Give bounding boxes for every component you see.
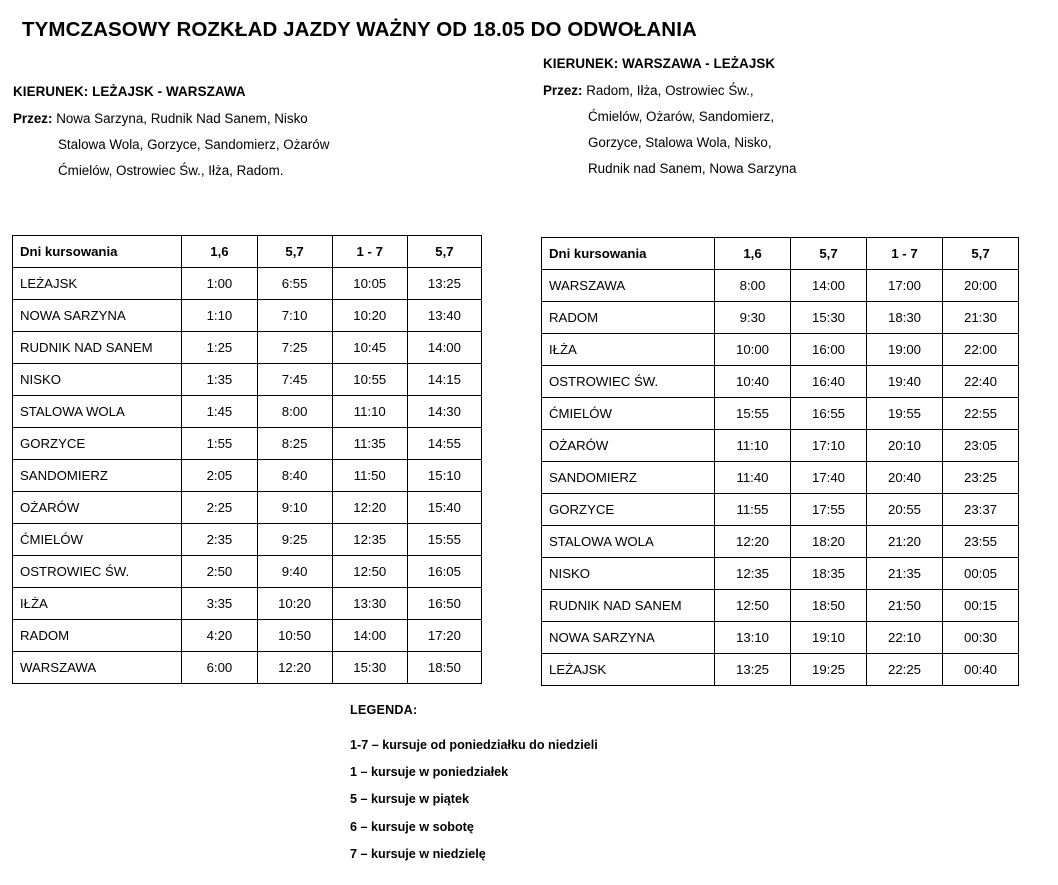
departure-time-cell: 14:30 [407,396,481,428]
departure-time-cell: 12:20 [715,526,791,558]
direction-heading-outbound: KIERUNEK: LEŻAJSK - WARSZAWA [13,84,246,99]
via-line-outbound-2: Stalowa Wola, Gorzyce, Sandomierz, Ożarów [58,137,330,153]
table-header-row [542,238,1019,270]
column-header-service-days: 1 - 7 [332,236,407,268]
departure-time-cell: 18:30 [867,302,943,334]
departure-time-cell: 1:25 [182,332,257,364]
legend-item: 7 – kursuje w niedzielę [350,846,486,861]
table-row [542,366,1019,398]
table-row [542,622,1019,654]
departure-time-cell: 23:37 [943,494,1019,526]
departure-time-cell: 22:10 [867,622,943,654]
stop-name-cell: OŻARÓW [542,430,715,462]
departure-time-cell: 20:55 [867,494,943,526]
stop-name-cell: STALOWA WOLA [13,396,182,428]
departure-time-cell: 8:00 [257,396,332,428]
via-line-inbound-4: Rudnik nad Sanem, Nowa Sarzyna [588,161,797,177]
via-line-outbound-1: Nowa Sarzyna, Rudnik Nad Sanem, Nisko [56,111,308,126]
departure-time-cell: 22:25 [867,654,943,686]
stop-name-cell: IŁŻA [13,588,182,620]
via-label-outbound: Przez: [13,111,53,126]
departure-time-cell: 15:40 [407,492,481,524]
departure-time-cell: 21:35 [867,558,943,590]
stop-name-cell: RUDNIK NAD SANEM [13,332,182,364]
stop-name-cell: OSTROWIEC ŚW. [542,366,715,398]
column-header-stop: Dni kursowania [542,238,715,270]
stop-name-cell: LEŻAJSK [542,654,715,686]
column-header-service-days: 5,7 [407,236,481,268]
page-title: TYMCZASOWY ROZKŁAD JAZDY WAŻNY OD 18.05 DO ODWOŁANIA [22,18,697,41]
departure-time-cell: 12:20 [332,492,407,524]
departure-time-cell: 1:55 [182,428,257,460]
departure-time-cell: 14:00 [332,620,407,652]
table-row [13,268,482,300]
departure-time-cell: 15:30 [791,302,867,334]
departure-time-cell: 15:30 [332,652,407,684]
departure-time-cell: 1:00 [182,268,257,300]
table-row [13,300,482,332]
departure-time-cell: 00:30 [943,622,1019,654]
departure-time-cell: 3:35 [182,588,257,620]
column-header-service-days: 5,7 [943,238,1019,270]
stop-name-cell: SANDOMIERZ [13,460,182,492]
table-row [542,494,1019,526]
departure-time-cell: 00:15 [943,590,1019,622]
departure-time-cell: 19:40 [867,366,943,398]
via-line-outbound-3: Ćmielów, Ostrowiec Św., Iłża, Radom. [58,163,284,179]
table-row [13,588,482,620]
stop-name-cell: OŻARÓW [13,492,182,524]
stop-name-cell: RUDNIK NAD SANEM [542,590,715,622]
column-header-service-days: 1 - 7 [867,238,943,270]
via-row-outbound [13,112,513,126]
departure-time-cell: 19:25 [791,654,867,686]
departure-time-cell: 14:15 [407,364,481,396]
departure-time-cell: 14:00 [407,332,481,364]
departure-time-cell: 2:25 [182,492,257,524]
departure-time-cell: 10:00 [715,334,791,366]
departure-time-cell: 12:35 [332,524,407,556]
departure-time-cell: 13:10 [715,622,791,654]
departure-time-cell: 16:00 [791,334,867,366]
departure-time-cell: 16:55 [791,398,867,430]
departure-time-cell: 12:50 [332,556,407,588]
departure-time-cell: 13:25 [407,268,481,300]
column-header-service-days: 1,6 [182,236,257,268]
stop-name-cell: ĆMIELÓW [542,398,715,430]
direction-heading-inbound: KIERUNEK: WARSZAWA - LEŻAJSK [543,56,776,71]
departure-time-cell: 17:20 [407,620,481,652]
table-row [13,524,482,556]
departure-time-cell: 20:10 [867,430,943,462]
timetable-outbound-body [13,268,482,684]
stop-name-cell: WARSZAWA [13,652,182,684]
legend-items [350,739,598,861]
stop-name-cell: WARSZAWA [542,270,715,302]
table-row [542,398,1019,430]
stop-name-cell: NISKO [13,364,182,396]
departure-time-cell: 8:40 [257,460,332,492]
legend-item: 5 – kursuje w piątek [350,792,469,807]
departure-time-cell: 11:10 [332,396,407,428]
departure-time-cell: 7:10 [257,300,332,332]
departure-time-cell: 13:25 [715,654,791,686]
legend [350,703,598,861]
stop-name-cell: STALOWA WOLA [542,526,715,558]
stop-name-cell: RADOM [542,302,715,334]
table-row [13,428,482,460]
departure-time-cell: 2:50 [182,556,257,588]
stop-name-cell: IŁŻA [542,334,715,366]
departure-time-cell: 10:20 [257,588,332,620]
departure-time-cell: 2:35 [182,524,257,556]
departure-time-cell: 21:50 [867,590,943,622]
table-row [542,590,1019,622]
departure-time-cell: 12:35 [715,558,791,590]
departure-time-cell: 14:55 [407,428,481,460]
departure-time-cell: 12:20 [257,652,332,684]
table-row [13,364,482,396]
table-row [13,460,482,492]
departure-time-cell: 21:20 [867,526,943,558]
column-header-service-days: 1,6 [715,238,791,270]
departure-time-cell: 22:00 [943,334,1019,366]
table-row [13,620,482,652]
departure-time-cell: 12:50 [715,590,791,622]
via-line-inbound-1: Radom, Iłża, Ostrowiec Św., [586,83,754,98]
departure-time-cell: 13:30 [332,588,407,620]
departure-time-cell: 17:40 [791,462,867,494]
departure-time-cell: 23:05 [943,430,1019,462]
table-row [542,270,1019,302]
departure-time-cell: 23:55 [943,526,1019,558]
table-row [542,654,1019,686]
stop-name-cell: NISKO [542,558,715,590]
departure-time-cell: 20:40 [867,462,943,494]
departure-time-cell: 9:10 [257,492,332,524]
via-row-inbound [543,84,1023,98]
departure-time-cell: 4:20 [182,620,257,652]
stop-name-cell: ĆMIELÓW [13,524,182,556]
departure-time-cell: 19:55 [867,398,943,430]
stop-name-cell: RADOM [13,620,182,652]
table-header-row [13,236,482,268]
departure-time-cell: 7:25 [257,332,332,364]
departure-time-cell: 10:45 [332,332,407,364]
departure-time-cell: 6:00 [182,652,257,684]
timetable-outbound [12,235,482,684]
departure-time-cell: 17:10 [791,430,867,462]
column-header-stop: Dni kursowania [13,236,182,268]
departure-time-cell: 6:55 [257,268,332,300]
departure-time-cell: 16:05 [407,556,481,588]
departure-time-cell: 22:55 [943,398,1019,430]
departure-time-cell: 11:40 [715,462,791,494]
timetable-inbound [541,237,1019,686]
direction-block-outbound [13,84,513,178]
departure-time-cell: 9:40 [257,556,332,588]
departure-time-cell: 1:35 [182,364,257,396]
departure-time-cell: 18:20 [791,526,867,558]
legend-item: 1 – kursuje w poniedziałek [350,765,509,780]
departure-time-cell: 8:00 [715,270,791,302]
departure-time-cell: 7:45 [257,364,332,396]
departure-time-cell: 16:50 [407,588,481,620]
departure-time-cell: 00:40 [943,654,1019,686]
departure-time-cell: 19:10 [791,622,867,654]
departure-time-cell: 18:50 [407,652,481,684]
table-row [542,526,1019,558]
departure-time-cell: 11:55 [715,494,791,526]
departure-time-cell: 18:50 [791,590,867,622]
departure-time-cell: 14:00 [791,270,867,302]
table-row [13,396,482,428]
departure-time-cell: 15:55 [407,524,481,556]
departure-time-cell: 9:25 [257,524,332,556]
departure-time-cell: 13:40 [407,300,481,332]
table-row [542,302,1019,334]
table-row [13,332,482,364]
table-row [542,430,1019,462]
via-line-inbound-3: Gorzyce, Stalowa Wola, Nisko, [588,135,772,151]
stop-name-cell: NOWA SARZYNA [542,622,715,654]
departure-time-cell: 10:40 [715,366,791,398]
column-header-service-days: 5,7 [791,238,867,270]
stop-name-cell: OSTROWIEC ŚW. [13,556,182,588]
departure-time-cell: 9:30 [715,302,791,334]
via-line-inbound-2: Ćmielów, Ożarów, Sandomierz, [588,109,775,125]
departure-time-cell: 21:30 [943,302,1019,334]
table-row [542,334,1019,366]
stop-name-cell: NOWA SARZYNA [13,300,182,332]
table-row [13,492,482,524]
departure-time-cell: 23:25 [943,462,1019,494]
departure-time-cell: 17:00 [867,270,943,302]
departure-time-cell: 00:05 [943,558,1019,590]
table-row [542,462,1019,494]
departure-time-cell: 17:55 [791,494,867,526]
departure-time-cell: 22:40 [943,366,1019,398]
departure-time-cell: 11:35 [332,428,407,460]
stop-name-cell: GORZYCE [13,428,182,460]
legend-item: 6 – kursuje w sobotę [350,819,474,834]
departure-time-cell: 15:55 [715,398,791,430]
legend-title: LEGENDA: [350,703,418,717]
departure-time-cell: 20:00 [943,270,1019,302]
departure-time-cell: 10:05 [332,268,407,300]
stop-name-cell: SANDOMIERZ [542,462,715,494]
departure-time-cell: 18:35 [791,558,867,590]
table-row [13,556,482,588]
departure-time-cell: 10:55 [332,364,407,396]
departure-time-cell: 10:50 [257,620,332,652]
departure-time-cell: 8:25 [257,428,332,460]
departure-time-cell: 11:10 [715,430,791,462]
departure-time-cell: 2:05 [182,460,257,492]
departure-time-cell: 1:45 [182,396,257,428]
column-header-service-days: 5,7 [257,236,332,268]
departure-time-cell: 16:40 [791,366,867,398]
table-row [542,558,1019,590]
table-row [13,652,482,684]
departure-time-cell: 11:50 [332,460,407,492]
departure-time-cell: 10:20 [332,300,407,332]
legend-item: 1-7 – kursuje od poniedziałku do niedzieli [350,738,598,752]
departure-time-cell: 19:00 [867,334,943,366]
stop-name-cell: LEŻAJSK [13,268,182,300]
departure-time-cell: 1:10 [182,300,257,332]
via-label-inbound: Przez: [543,83,583,98]
stop-name-cell: GORZYCE [542,494,715,526]
timetable-inbound-body [542,270,1019,686]
departure-time-cell: 15:10 [407,460,481,492]
direction-block-inbound [543,56,1023,176]
